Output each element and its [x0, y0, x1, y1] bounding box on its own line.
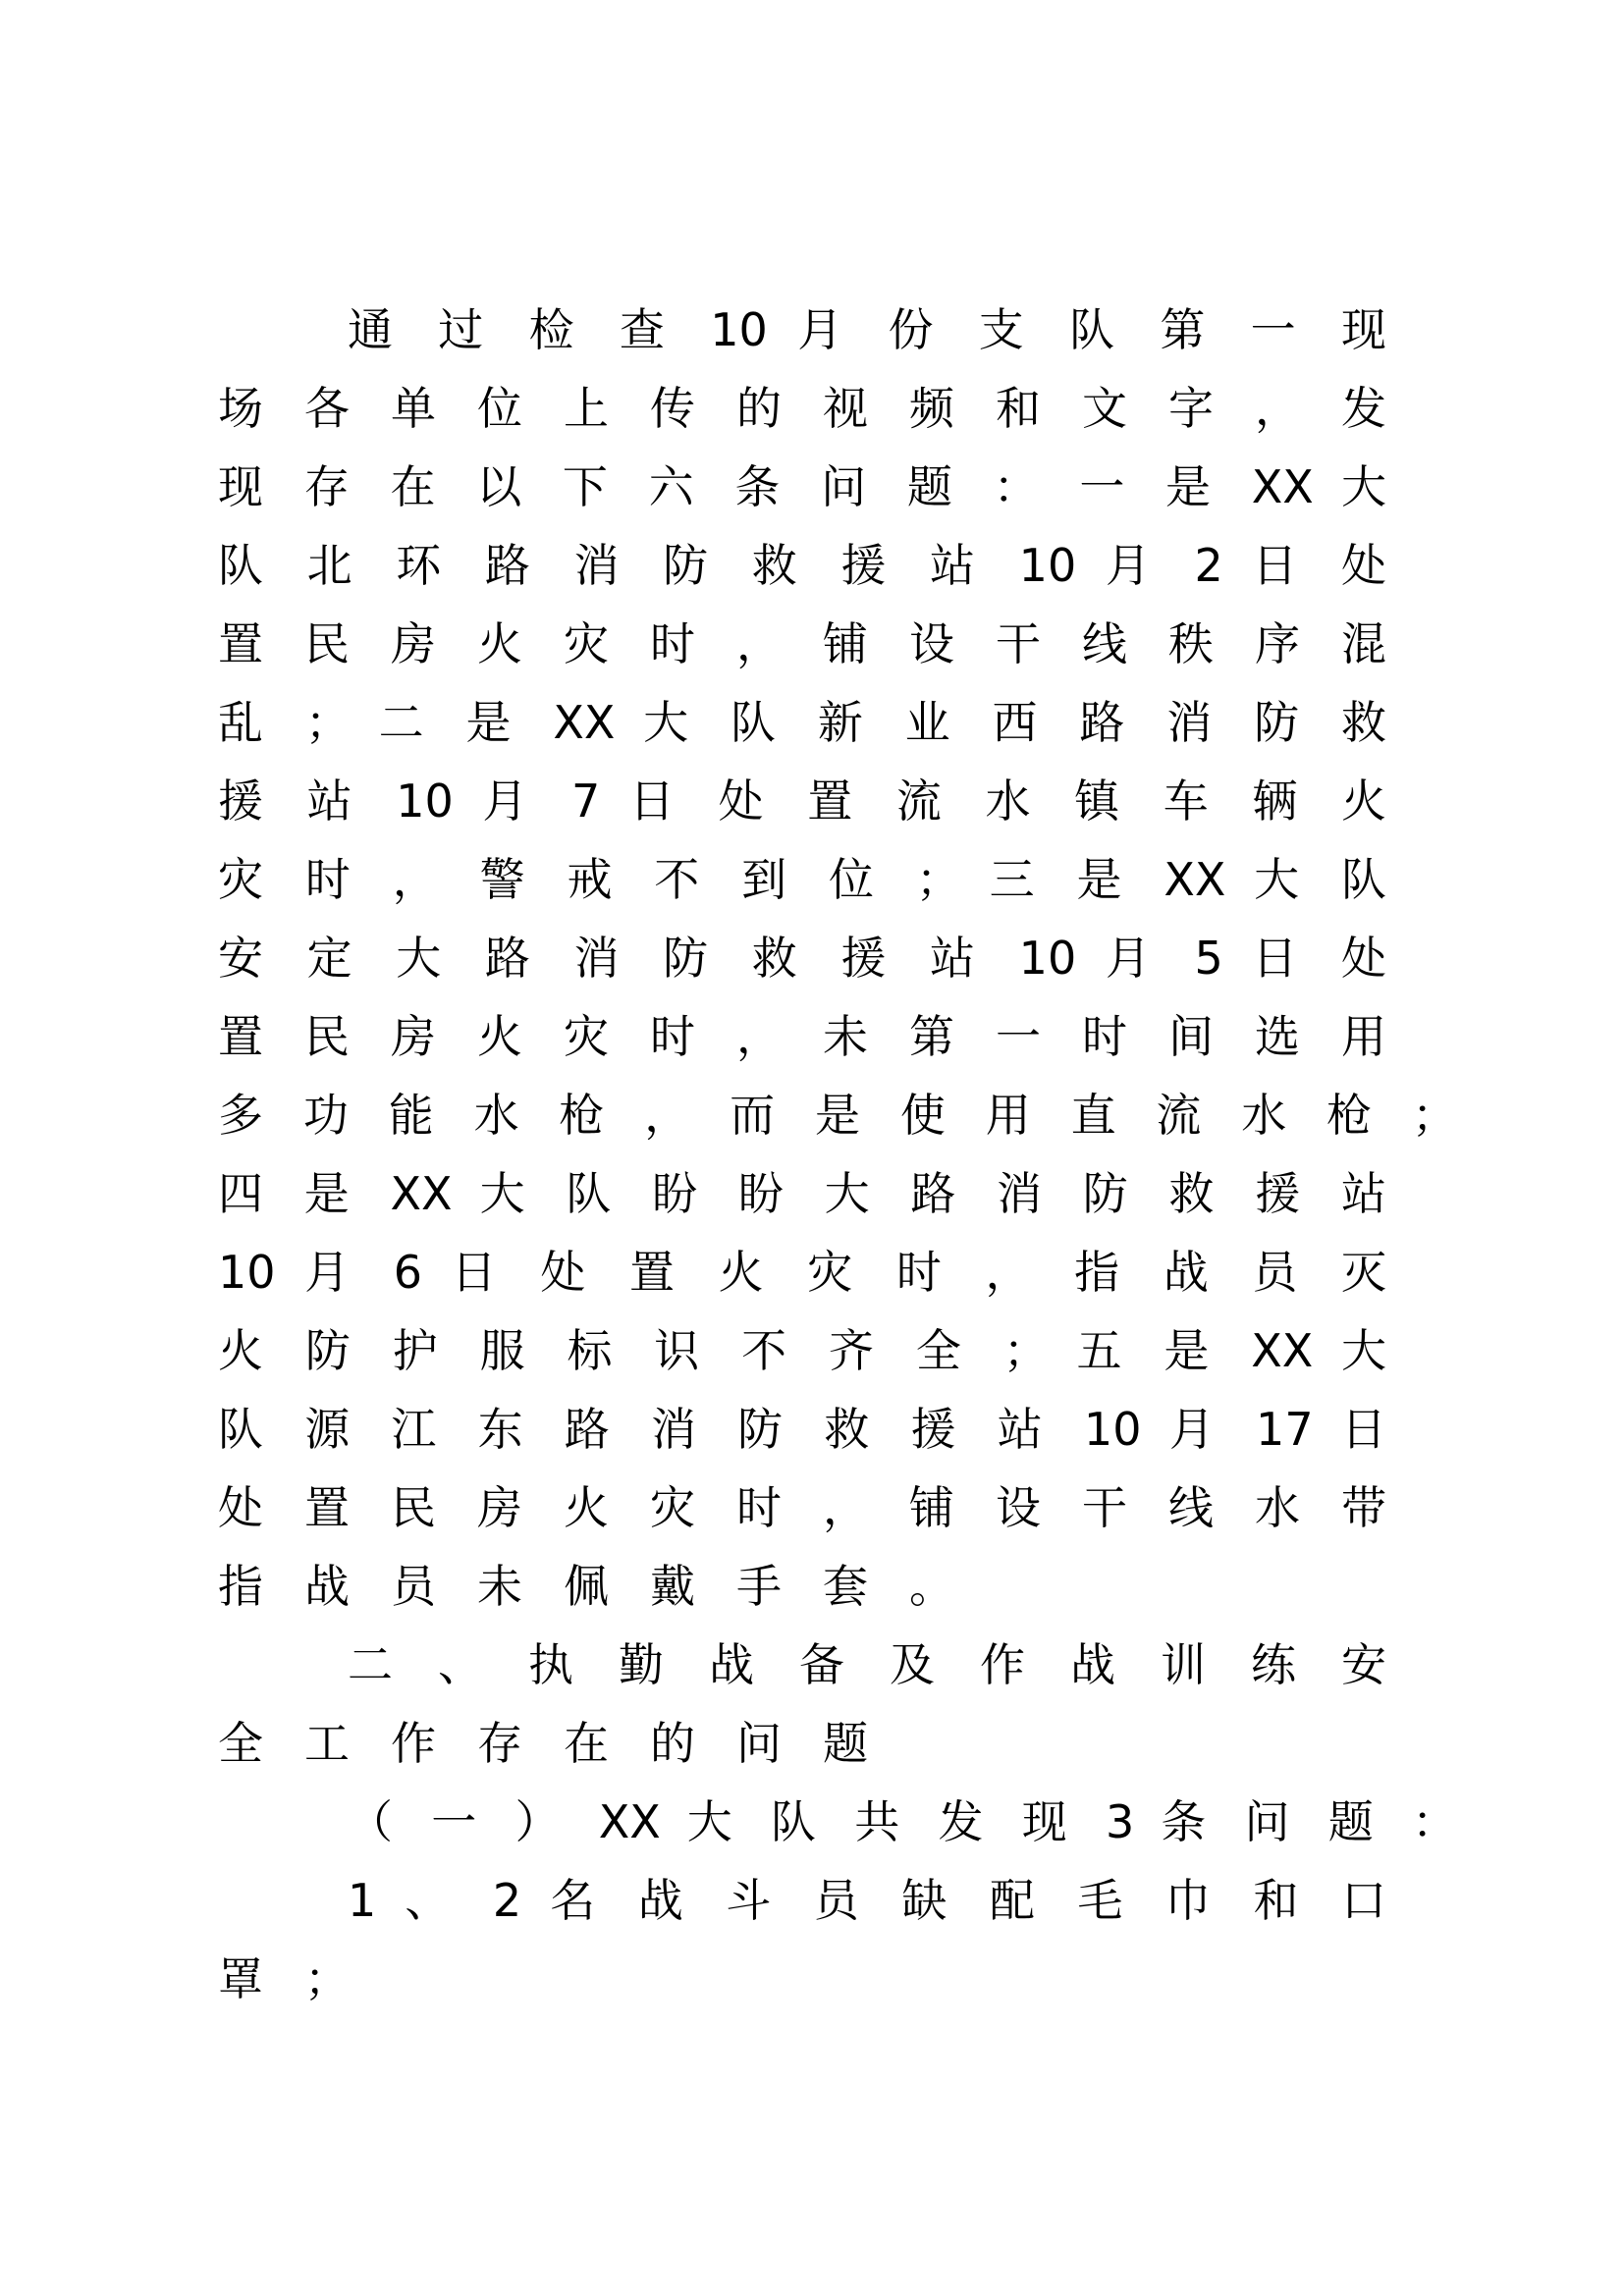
paragraph-line: 置 民 房 火 灾 时 ， 铺 设 干 线 秩 序 混	[218, 617, 1386, 670]
paragraph-line: 多 功 能 水 枪 ， 而 是 使 用 直 流 水 枪 ；	[218, 1089, 1457, 1142]
paragraph-line: 队 源 江 东 路 消 防 救 援 站 10 月 17 日	[218, 1403, 1386, 1456]
paragraph-line: 安 定 大 路 消 防 救 援 站 10 月 5 日 处	[218, 932, 1386, 985]
paragraph-line: 10 月 6 日 处 置 火 灾 时 ， 指 战 员 灭	[218, 1246, 1386, 1299]
paragraph-line: 四 是 XX 大 队 盼 盼 大 路 消 防 救 援 站	[218, 1167, 1386, 1220]
paragraph-line: 灾 时 ， 警 戒 不 到 位 ； 三 是 XX 大 队	[218, 853, 1386, 906]
paragraph-line: 现 存 在 以 下 六 条 问 题 ： 一 是 XX 大	[218, 460, 1386, 513]
paragraph-line: 指战员未佩戴手套。	[218, 1560, 996, 1613]
paragraph-line: 火 防 护 服 标 识 不 齐 全 ； 五 是 XX 大	[218, 1324, 1386, 1377]
paragraph-line: 场 各 单 位 上 传 的 视 频 和 文 字 ， 发	[218, 382, 1386, 435]
paragraph-line: 援 站 10 月 7 日 处 置 流 水 镇 车 辆 火	[218, 774, 1386, 828]
paragraph-line: 通 过 检 查 10 月 份 支 队 第 一 现	[348, 303, 1386, 356]
paragraph-line: 置 民 房 火 灾 时 ， 未 第 一 时 间 选 用	[218, 1010, 1386, 1063]
list-item-line: 罩；	[218, 1952, 391, 2005]
paragraph-line: 队 北 环 路 消 防 救 援 站 10 月 2 日 处	[218, 539, 1386, 592]
paragraph-line: 乱 ； 二 是 XX 大 队 新 业 西 路 消 防 救	[218, 696, 1386, 749]
paragraph-line: 处 置 民 房 火 灾 时 ， 铺 设 干 线 水 带	[218, 1481, 1386, 1534]
subsection-heading: （ 一 ） XX 大 队 共 发 现 3 条 问 题 ：	[348, 1795, 1457, 1848]
section-heading-line: 全工作存在的问题	[218, 1717, 909, 1770]
section-heading-line: 二 、 执 勤 战 备 及 作 战 训 练 安	[348, 1638, 1386, 1691]
list-item-line: 1 、 2 名 战 斗 员 缺 配 毛 巾 和 口	[348, 1874, 1386, 1927]
